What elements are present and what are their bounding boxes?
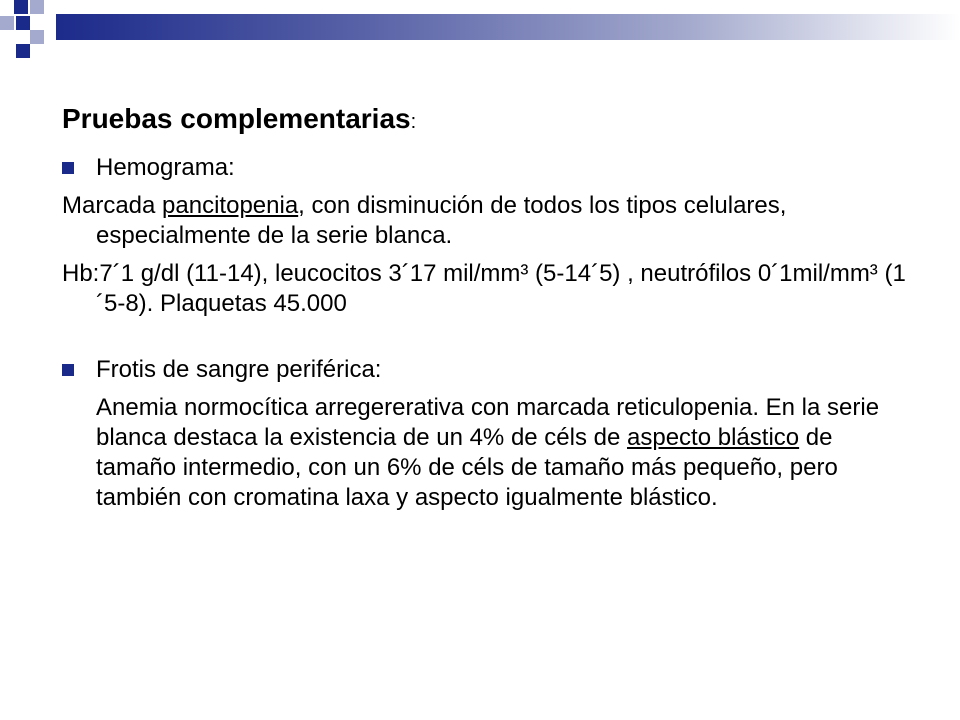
deco-square-dark bbox=[14, 0, 28, 14]
deco-square-light bbox=[30, 30, 44, 44]
bullet-frotis-text: Frotis de sangre periférica: bbox=[96, 356, 382, 383]
square-bullet-icon bbox=[62, 162, 74, 174]
para-text: , con disminución de todos los tipos celulares, especialmente de la serie blanca. bbox=[96, 192, 787, 249]
paragraph-frotis bbox=[96, 393, 904, 513]
square-bullet-icon bbox=[62, 364, 74, 376]
slide-title-colon: : bbox=[410, 111, 417, 133]
bullet-hemograma-text: Hemograma: bbox=[96, 154, 235, 181]
paragraph-lab-values bbox=[62, 259, 912, 319]
lab-values-text: Hb:7´1 g/dl (11-14), leucocitos 3´17 mil/mm³ (5-14´5) , neutrófilos 0´1mil/mm³ (1´5-8). Plaquetas 45.000 bbox=[62, 260, 906, 317]
aspecto-blastico-link[interactable]: aspecto blástico bbox=[627, 424, 800, 451]
bullet-frotis bbox=[62, 355, 912, 385]
deco-square-dark bbox=[16, 16, 30, 30]
para-text: Anemia normocítica arregererativa con marcada reticulopenia. En la serie blanca destaca la existencia de un 4% de céls de bbox=[96, 394, 880, 451]
spacer bbox=[62, 319, 912, 355]
paragraph-pancitopenia bbox=[62, 191, 912, 251]
para-text: Marcada bbox=[62, 192, 163, 219]
deco-square-dark bbox=[16, 44, 30, 58]
slide-content bbox=[62, 102, 912, 513]
header-gradient-bar bbox=[56, 14, 960, 40]
deco-square-light bbox=[0, 16, 14, 30]
pancitopenia-link[interactable]: pancitopenia bbox=[162, 192, 299, 219]
deco-square-light bbox=[30, 0, 44, 14]
slide-title-text: Pruebas complementarias bbox=[62, 103, 411, 134]
bullet-hemograma bbox=[62, 153, 912, 183]
para-text: de tamaño intermedio, con un 6% de céls de tamaño más pequeño, pero también con cromatina laxa y aspecto igualmente blástico. bbox=[96, 424, 838, 511]
slide-title bbox=[62, 102, 912, 139]
